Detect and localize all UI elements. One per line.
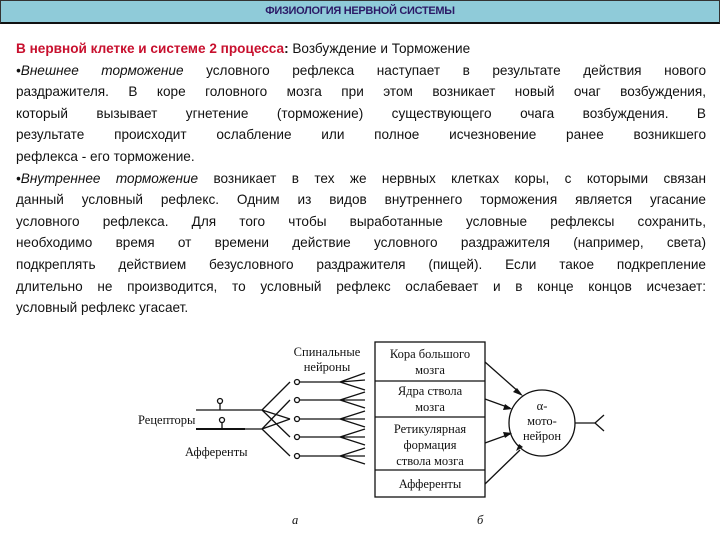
box-brainstem-nuclei: Ядра ствола bbox=[397, 384, 463, 398]
box-reticular: формация bbox=[403, 438, 457, 452]
p1-line: результате происходит ослабление или полное исчезновение ранее возникшего bbox=[16, 127, 706, 143]
spinal-label: Спинальные bbox=[293, 345, 361, 359]
p2-line: подкреплять действием безусловного раздражителя (пищей). Если такое подкрепление bbox=[16, 256, 706, 272]
box-reticular: ствола мозга bbox=[396, 454, 464, 468]
afferents-label: Афференты bbox=[185, 445, 248, 459]
p2-line: длительно не производится, то условный рефлекс ослабевает и в конце концов исчезает: bbox=[16, 278, 706, 294]
intro-rest: Возбуждение и Торможение bbox=[288, 41, 471, 56]
p2-line: необходимо время от времени действие условного раздражителя (например, света) bbox=[16, 235, 706, 251]
box-cortex: мозга bbox=[415, 363, 445, 377]
p2-line: данный условный рефлекс. Одним из видов внутреннего торможения является угасание bbox=[16, 192, 706, 208]
label-b: б bbox=[477, 513, 484, 527]
p2-line: условный рефлекс угасает. bbox=[16, 300, 189, 316]
arrowheads bbox=[503, 388, 523, 451]
p1-line: который вызывает угнетение (торможение) существующего очага возбуждения. В bbox=[16, 105, 706, 121]
motoneuron-label: нейрон bbox=[522, 429, 562, 443]
box-afferents: Афференты bbox=[398, 477, 462, 491]
p2-text: возникает в тех же нервных клетках коры, с которыми связан bbox=[198, 170, 706, 186]
p1-term: •Внешнее торможение bbox=[16, 62, 184, 78]
intro-colon: : bbox=[284, 41, 289, 56]
slide-title: ФИЗИОЛОГИЯ НЕРВНОЙ СИСТЕМЫ bbox=[265, 5, 455, 17]
receptors-label: Рецепторы bbox=[138, 413, 196, 427]
motoneuron-label: мото- bbox=[527, 414, 557, 428]
label-a: а bbox=[292, 513, 299, 527]
spinal-label: нейроны bbox=[303, 360, 351, 374]
box-reticular: Ретикулярная bbox=[393, 422, 467, 436]
p1-line: раздражителя. В коре головного мозга при этом возникает новый очаг возбуждения, bbox=[16, 84, 706, 100]
p2-term: •Внутреннее торможение bbox=[16, 170, 199, 186]
box-cortex: Кора большого bbox=[389, 347, 471, 361]
p2-line: условного рефлекса. Для того чтобы выработанные условные рефлексы сохранить, bbox=[16, 213, 706, 229]
p1-line: рефлекса - его торможение. bbox=[16, 148, 195, 164]
intro-highlight: В нервной клетке и системе 2 процесса bbox=[16, 41, 285, 56]
p1-text: условного рефлекса наступает в результате действия нового bbox=[183, 62, 706, 78]
motoneuron-label: α- bbox=[536, 399, 548, 413]
box-brainstem-nuclei: мозга bbox=[415, 400, 445, 414]
